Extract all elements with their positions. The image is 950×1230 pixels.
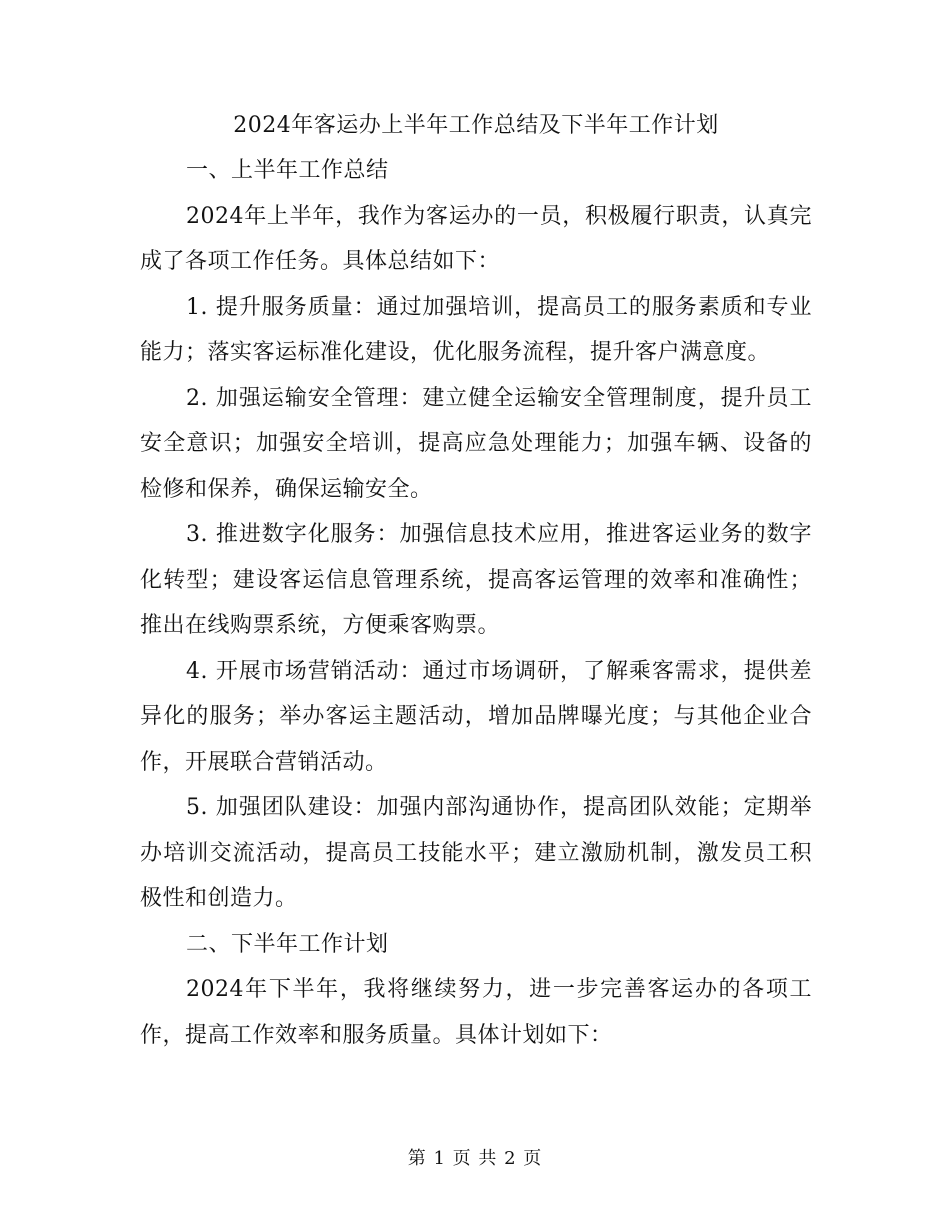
plan-intro-paragraph: 2024年下半年，我将继续努力，进一步完善客运办的各项工作，提高工作效率和服务质量。具体计划如下： (140, 977, 812, 1048)
summary-intro-paragraph: 2024年上半年，我作为客运办的一员，积极履行职责，认真完成了各项工作任务。具体总结如下： (140, 203, 812, 274)
section-heading-first-half: 一、上半年工作总结 (186, 158, 389, 183)
document-title: 2024年客运办上半年工作总结及下半年工作计划 (233, 113, 719, 138)
page-footer (0, 1143, 950, 1175)
summary-item-service-quality: 1. 提升服务质量：通过加强培训，提高员工的服务素质和专业能力；落实客运标准化建设，优化服务流程，提升客户满意度。 (140, 294, 812, 365)
section-heading-second-half: 二、下半年工作计划 (186, 931, 389, 957)
summary-item-marketing: 4. 开展市场营销活动：通过市场调研，了解乘客需求，提供差异化的服务；举办客运主题活动，增加品牌曝光度；与其他企业合作，开展联合营销活动。 (140, 658, 812, 775)
page-number-label: 第 1 页 共 2 页 (407, 1148, 543, 1169)
summary-item-transport-safety: 2. 加强运输安全管理：建立健全运输安全管理制度，提升员工安全意识；加强安全培训，提高应急处理能力；加强车辆、设备的检修和保养，确保运输安全。 (140, 385, 812, 502)
document-body (140, 103, 812, 1058)
summary-item-digital-service: 3. 推进数字化服务：加强信息技术应用，推进客运业务的数字化转型；建设客运信息管理系统，提高客运管理的效率和准确性；推出在线购票系统，方便乘客购票。 (140, 522, 812, 638)
summary-item-team-building: 5. 加强团队建设：加强内部沟通协作，提高团队效能；定期举办培训交流活动，提高员工技能水平；建立激励机制，激发员工积极性和创造力。 (140, 795, 812, 911)
